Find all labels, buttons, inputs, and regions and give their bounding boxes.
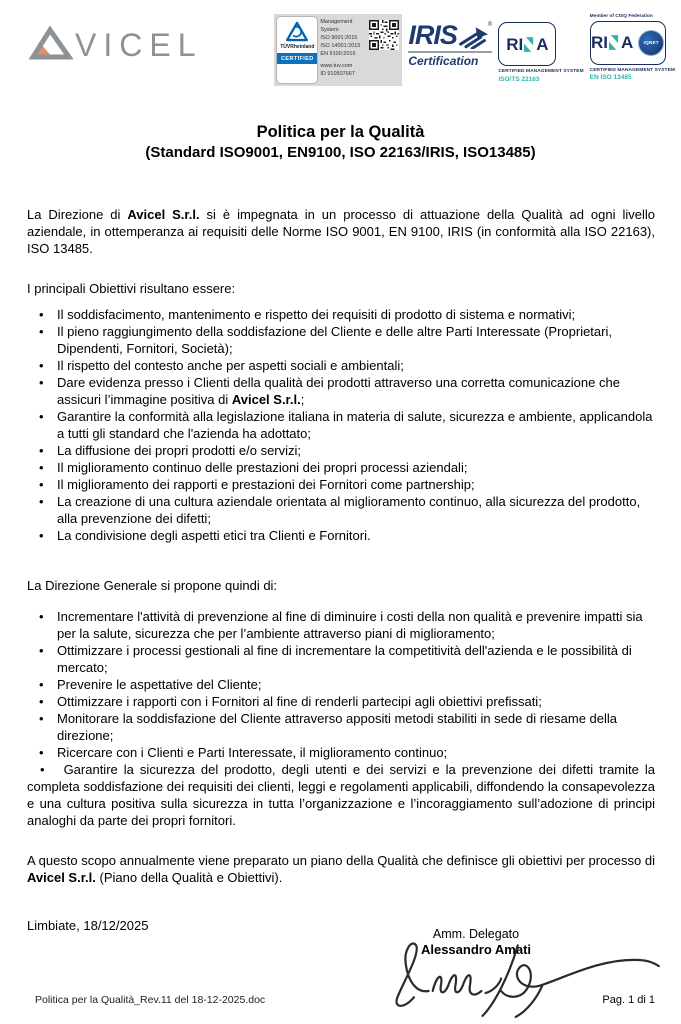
rina-standard-label: EN ISO 13485 — [589, 74, 632, 81]
list-item: • Incrementare l'attività di prevenzione al fine di diminuire i costi della non qualità e prevenire impatti sia per la salute, sicurezza che per l’ambiente attraverso piani di miglioramento; — [27, 608, 655, 642]
rina-n-icon — [524, 37, 535, 52]
rina-wordmark: A — [536, 34, 549, 54]
tuv-line: EN 9100:2016 — [320, 50, 356, 57]
list-item: • Ottimizzare i processi gestionali al fine di incrementare la competitività dell'azienda e le possibilità di mercato; — [27, 642, 655, 676]
list-item: • Il miglioramento continuo delle prestazioni dei propri processi aziendali; — [27, 459, 655, 476]
cisq-member-label: Member of CISQ Federation — [589, 14, 653, 19]
rina-en-iso-13485-logo — [590, 14, 675, 81]
list-item: • La creazione di una cultura aziendale orientata al miglioramento continuo, alla sicurezza del prodotto, alla prevenzione dei difetti; — [27, 493, 655, 527]
list-item: • Dare evidenza presso i Clienti della qualità dei prodotti attraverso una corretta comunicazione che assicuri l’immagine positiva di Avicel S.r.l.; — [27, 374, 655, 408]
rina-logo-box — [590, 21, 666, 65]
list-item: • Il miglioramento dei rapporti e prestazioni dei Fornitori come partnership; — [27, 476, 655, 493]
iris-bird-icon — [458, 25, 488, 49]
list-item: • Prevenire le aspettative del Cliente; — [27, 676, 655, 693]
rina-logo-box — [498, 22, 556, 66]
actions-list — [27, 608, 655, 829]
qr-code-icon — [369, 20, 399, 50]
place-date: Limbiate, 18/12/2025 — [27, 918, 149, 933]
list-item: • Ricercare con i Clienti e Parti Interessate, il miglioramento continuo; — [27, 744, 655, 761]
page-subtitle: (Standard ISO9001, EN9100, ISO 22163/IRIS, ISO13485) — [145, 144, 536, 161]
tuv-line: ISO 9001:2015 — [320, 34, 358, 41]
rina-wordmark: RI — [591, 33, 609, 52]
rina-iso-ts-22163-logo — [498, 22, 583, 83]
certification-logos — [274, 14, 675, 86]
registered-mark: ® — [487, 22, 493, 28]
list-item: • Monitorare la soddisfazione del Cliente attraverso appositi metodi stabiliti in sede di riesame della direzione; — [27, 710, 655, 744]
tuv-triangle-icon — [285, 21, 309, 42]
footer-page-number: Pag. 1 di 1 — [602, 994, 655, 1006]
avicel-logo — [27, 26, 203, 64]
tuv-line: Management — [320, 19, 353, 25]
iqnet-badge-icon: IQNET — [638, 30, 664, 56]
closing-paragraph: A questo scopo annualmente viene preparato un piano della Qualità che definisce gli obiettivi per processo di Avicel S.r.l. (Piano della Qualità e Obiettivi). — [27, 853, 655, 885]
rina-n-icon — [609, 35, 620, 50]
list-item: • Garantire la conformità alla legislazione italiana in materia di salute, sicurezza e ambiente, applicandola a tutti gli standard che l'azienda ha adottato; — [27, 408, 655, 442]
objectives-intro: I principali Obiettivi risultano essere: — [27, 281, 236, 296]
list-item: • La diffusione dei propri prodotti e/o servizi; — [27, 442, 655, 459]
document-header — [0, 0, 681, 94]
iris-certification-label: Certification — [408, 51, 492, 68]
objectives-list — [27, 306, 655, 544]
list-item: • Garantire la sicurezza del prodotto, degli utenti e dei servizi e la prevenzione dei difetti tramite la completa soddisfazione dei requisiti dei clienti, leggi e regolamenti applicabili, diffondendo la consapevolezza e una cultura positiva sulla sicurezza in tutta l’organizzazione e l’incoraggiamento sull’adozione di principi analoghi da parte dei propri fornitori. — [27, 761, 655, 829]
rina-wordmark: A — [621, 33, 634, 52]
tuv-brand-name: TÜVRheinland — [280, 44, 315, 50]
list-item: • La condivisione degli aspetti etici tra Clienti e Fornitori. — [27, 527, 655, 544]
rina-certified-system-label: CERTIFIED MANAGEMENT SYSTEM — [589, 67, 675, 73]
tuv-badge-card — [277, 17, 317, 83]
signatory-name: Alessandro Amati — [420, 942, 532, 957]
tuv-cert-id: ID 910507667 — [320, 70, 355, 77]
tuv-standards-text — [320, 17, 366, 83]
tuv-line: ISO 14001:2015 — [320, 42, 361, 49]
iris-wordmark: IRIS — [408, 20, 457, 50]
rina-wordmark: RI — [506, 34, 524, 54]
brand-name: VICEL — [75, 27, 203, 64]
page-title: Politica per la Qualità — [256, 123, 425, 141]
list-item: • Il soddisfacimento, mantenimento e rispetto dei requisiti di prodotto di sistema e normativi; — [27, 306, 655, 323]
list-item: • Il pieno raggiungimento della soddisfazione del Cliente e delle altre Parti Interessate (Proprietari, Dipendenti, Fornitori, Società); — [27, 323, 655, 357]
direction-intro: La Direzione Generale si propone quindi di: — [27, 578, 278, 593]
tuv-rheinland-badge — [274, 14, 402, 86]
rina-standard-label: ISO/TS 22163 — [498, 75, 540, 83]
list-item: • Ottimizzare i rapporti con i Fornitori al fine di renderli partecipi agli obiettivi prefissati; — [27, 693, 655, 710]
footer-filename: Politica per la Qualità_Rev.11 del 18-12-2025.doc — [35, 994, 266, 1006]
tuv-line: System — [320, 26, 339, 33]
signatory-role: Amm. Delegato — [432, 927, 520, 941]
tuv-certified-ribbon: CERTIFIED — [277, 53, 317, 64]
rina-certified-system-label: CERTIFIED MANAGEMENT SYSTEM — [498, 69, 584, 74]
tuv-website: www.tuv.com — [320, 62, 353, 69]
signature-block — [400, 926, 552, 958]
list-item: • Il rispetto del contesto anche per aspetti sociali e ambientali; — [27, 357, 655, 374]
intro-paragraph: La Direzione di Avicel S.r.l. si è impegnata in un processo di attuazione della Qualità ad ogni livello aziendale, in ottemperanza ai requisiti delle Norme ISO 9001, EN 9100, IRIS (in conformità alla ISO 22163), ISO 13485. — [27, 207, 655, 256]
iris-certification-logo — [408, 20, 493, 68]
avicel-triangle-icon — [27, 26, 73, 60]
